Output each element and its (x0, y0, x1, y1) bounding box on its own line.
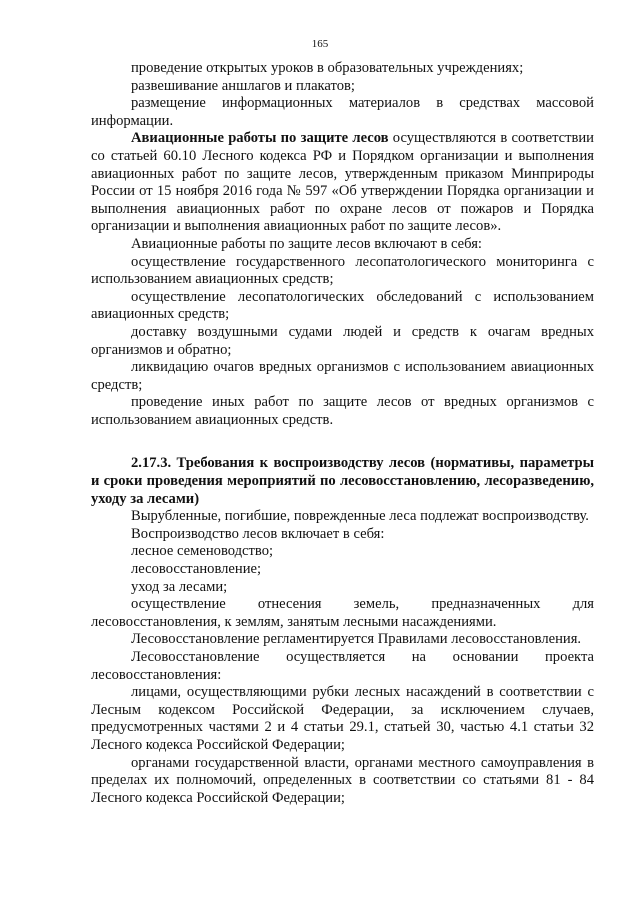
section-spacer (91, 429, 594, 455)
page-number: 165 (311, 38, 329, 50)
paragraph: органами государственной власти, органами местного самоуправления в пределах их полномочий, определенных в соответствии со статьями 81 - 84 Лесного кодекса Российской Федерации; (91, 754, 594, 806)
paragraph: Вырубленные, погибшие, поврежденные леса подлежат воспроизводству. (131, 508, 589, 525)
paragraph-text: осуществляются в соответствии со статьей 60.10 Лесного кодекса РФ и Порядком организации и выполнения авиационных работ по защите лесов, утвержденным приказом Минприроды России от 15 ноября 2016 года № 597 «Об утверждении Порядка организации и выполнения авиационных работ по охране лесов от пожаров и Порядка организации и выполнения авиационных работ по защите лесов». (91, 130, 594, 235)
paragraph (91, 130, 594, 236)
paragraph: лицами, осуществляющими рубки лесных насаждений в соответствии с Лесным кодексом Российской Федерации, за исключением случаев, предусмотренных частями 2 и 4 статьи 29.1, статьей 30, частью 4.1 статьи 32 Лесного кодекса Российской Федерации; (91, 684, 594, 753)
paragraph: осуществление лесопатологических обследований с использованием авиационных средств; (91, 288, 594, 323)
paragraph-bold-lead: Авиационные работы по защите лесов (131, 130, 389, 147)
paragraph: ликвидацию очагов вредных организмов с использованием авиационных средств; (91, 359, 594, 393)
paragraph: Воспроизводство лесов включает в себя: (131, 525, 385, 542)
paragraph: уход за лесами; (131, 578, 228, 595)
paragraph: осуществление отнесения земель, предназначенных для лесовосстановления, к землям, занятым лесными насаждениями. (91, 596, 594, 630)
paragraph: лесное семеноводство; (131, 543, 274, 560)
section-heading-text: 2.17.3. Требования к воспроизводству лесов (нормативы, параметры и сроки проведения мероприятий по лесовосстановлению, лесоразведению, уходу за лесами) (91, 455, 594, 507)
paragraph: осуществление государственного лесопатологического мониторинга с использованием авиационных средств; (91, 253, 594, 288)
paragraph: Авиационные работы по защите лесов включают в себя: (131, 235, 482, 252)
paragraph: лесовосстановление; (131, 561, 262, 578)
paragraph: развешивание аншлагов и плакатов; (131, 77, 355, 94)
paragraph: проведение иных работ по защите лесов от вредных организмов с использованием авиационных средств. (91, 394, 594, 428)
document-body (91, 60, 594, 807)
section-heading (91, 455, 594, 508)
paragraph: Лесовосстановление регламентируется Правилами лесовосстановления. (131, 631, 582, 648)
paragraph: Лесовосстановление осуществляется на основании проекта лесовосстановления: (91, 649, 594, 683)
paragraph: доставку воздушными судами людей и средств к очагам вредных организмов и обратно; (91, 323, 594, 358)
paragraph: размещение информационных материалов в средствах массовой информации. (91, 95, 594, 129)
paragraph: проведение открытых уроков в образовательных учреждениях; (131, 60, 524, 76)
